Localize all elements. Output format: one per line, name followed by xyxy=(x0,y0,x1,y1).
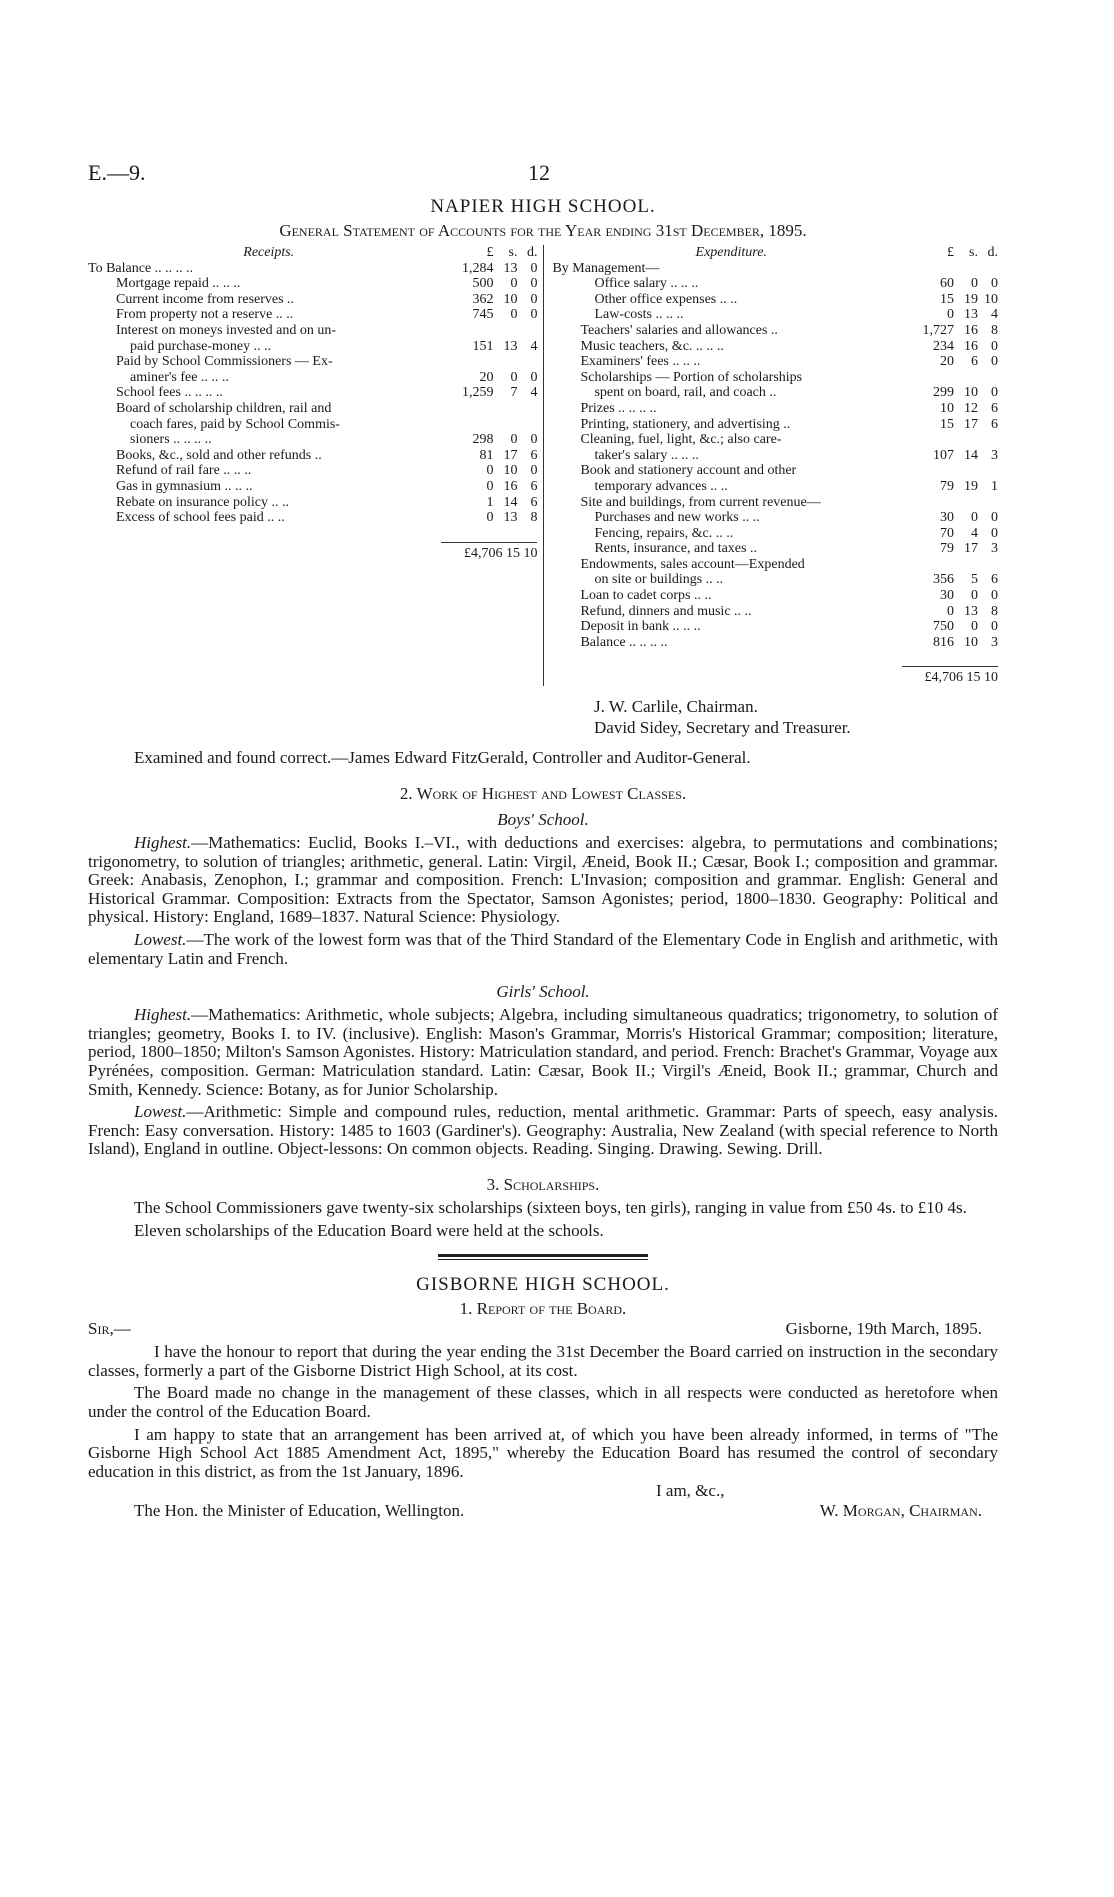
receipts-row-label: Board of scholarship children, rail and xyxy=(116,400,332,416)
boys-lowest-text: —The work of the lowest form was that of the Third Standard of the Elementary Code in English and arithmetic, with elementary Latin and French. xyxy=(88,930,998,968)
expenditure-row xyxy=(552,276,998,292)
expenditure-row-pence: 6 xyxy=(991,572,998,588)
scholarships-paragraph-1 xyxy=(88,1199,998,1218)
expenditure-row-pence: 3 xyxy=(991,447,998,463)
expenditure-row-pence: 0 xyxy=(991,619,998,635)
expenditure-row-pence: 6 xyxy=(991,416,998,432)
expenditure-row xyxy=(552,572,998,588)
receipts-row xyxy=(88,448,543,464)
document-reference: E.—9. xyxy=(88,160,146,185)
expenditure-row-label: Purchases and new works .. .. xyxy=(594,510,760,526)
dateline: Gisborne, 19th March, 1895. xyxy=(785,1319,982,1339)
expenditure-rows xyxy=(552,261,998,651)
receipts-row-pence: 6 xyxy=(530,478,538,494)
receipts-row-shillings: 10 xyxy=(503,291,518,307)
expenditure-row xyxy=(552,619,998,635)
expenditure-row xyxy=(552,339,998,355)
addressee: The Hon. the Minister of Education, Wellington. xyxy=(134,1501,465,1521)
receipts-row-pence: 6 xyxy=(530,494,538,510)
expenditure-row-pounds: 60 xyxy=(940,276,954,292)
receipts-row xyxy=(88,479,543,495)
expenditure-row xyxy=(552,510,998,526)
expenditure-row-label: Refund, dinners and music .. .. xyxy=(580,603,752,619)
expenditure-row xyxy=(552,292,998,308)
expenditure-row-label: Balance .. .. .. .. xyxy=(580,634,668,650)
expenditure-row-label: Book and stationery account and other xyxy=(580,463,797,479)
receipts-row xyxy=(88,354,543,370)
receipts-row-label: Books, &c., sold and other refunds .. xyxy=(116,447,322,463)
receipts-row-shillings: 13 xyxy=(503,510,518,526)
receipts-row-pence: 0 xyxy=(530,432,538,448)
gisborne-text-1: I have the honour to report that during the year ending the 31st December the Board carried on instruction in the secondary classes, formerly a part of the Gisborne District High School, at its cost. xyxy=(88,1342,998,1380)
gisborne-paragraph-2 xyxy=(88,1384,998,1421)
expenditure-row-shillings: 16 xyxy=(964,338,978,354)
receipts-row xyxy=(88,292,543,308)
expenditure-row-shillings: 0 xyxy=(971,588,978,604)
expenditure-row xyxy=(552,448,998,464)
expenditure-row-shillings: 10 xyxy=(964,385,978,401)
receipts-row-shillings: 13 xyxy=(503,260,518,276)
expenditure-row-pounds: 1,727 xyxy=(922,322,954,338)
expenditure-row-pounds: 0 xyxy=(947,603,954,619)
shillings-col-header: s. xyxy=(508,245,518,260)
expenditure-row-label: Examiners' fees .. .. .. xyxy=(580,354,701,370)
receipts-row xyxy=(88,432,543,448)
expenditure-row-pence: 8 xyxy=(991,322,998,338)
gisborne-text-2: The Board made no change in the management of these classes, which in all respects were conducted as heretofore when under the control of the Education Board. xyxy=(88,1383,998,1421)
receipts-row-pounds: 1,284 xyxy=(461,260,494,276)
expenditure-row xyxy=(552,463,998,479)
receipts-total: £4,706 15 10 xyxy=(441,542,537,562)
receipts-row-label: From property not a reserve .. .. xyxy=(116,307,294,323)
receipts-row-shillings: 10 xyxy=(503,463,518,479)
expenditure-row-label: Deposit in bank .. .. .. xyxy=(580,619,701,635)
work-section-title: 2. Work of Highest and Lowest Classes. xyxy=(399,784,687,804)
expenditure-row xyxy=(552,541,998,557)
scholarships-text-1: The School Commissioners gave twenty-six scholarships (sixteen boys, ten girls), ranging in value from £50 4s. to £10 4s. xyxy=(134,1197,967,1217)
expenditure-row-pence: 4 xyxy=(991,307,998,323)
expenditure-row-pounds: 234 xyxy=(933,338,954,354)
expenditure-row-label: Fencing, repairs, &c. .. .. xyxy=(594,525,734,541)
accounts-statement-heading: General Statement of Accounts for the Year ending 31st December, 1895. xyxy=(279,221,807,240)
boys-school-heading: Boys' School. xyxy=(497,810,589,830)
expenditure-row-shillings: 17 xyxy=(964,416,978,432)
pounds-col-header: £ xyxy=(947,245,954,260)
expenditure-row-shillings: 0 xyxy=(971,276,978,292)
expenditure-row-pence: 1 xyxy=(991,478,998,494)
expenditure-total: £4,706 15 10 xyxy=(902,666,998,686)
receipts-row-shillings: 0 xyxy=(510,432,518,448)
expenditure-row xyxy=(552,479,998,495)
expenditure-row-pence: 0 xyxy=(991,276,998,292)
salutation: Sir,— xyxy=(88,1319,131,1339)
page-number: 12 xyxy=(528,160,550,185)
receipts-row xyxy=(88,495,543,511)
expenditure-row-label: temporary advances .. .. xyxy=(594,478,728,494)
expenditure-row-label: Law-costs .. .. .. xyxy=(594,307,684,323)
boys-lowest-label: Lowest. xyxy=(134,930,187,949)
expenditure-row-pounds: 107 xyxy=(933,447,954,463)
girls-lowest-paragraph xyxy=(88,1103,998,1159)
expenditure-row-pence: 0 xyxy=(991,338,998,354)
signatures xyxy=(594,696,998,738)
document-page xyxy=(88,160,998,1521)
boys-lowest-paragraph xyxy=(88,931,998,968)
expenditure-row-label: Rents, insurance, and taxes .. xyxy=(594,541,757,557)
expenditure-row-pence: 10 xyxy=(984,291,998,307)
expenditure-row xyxy=(552,261,998,277)
auditor-statement: Examined and found correct.—James Edward FitzGerald, Controller and Auditor-General. xyxy=(134,748,751,768)
receipts-rows xyxy=(88,261,543,526)
expenditure-row-shillings: 5 xyxy=(971,572,978,588)
expenditure-row xyxy=(552,401,998,417)
expenditure-row-pounds: 30 xyxy=(940,588,954,604)
girls-school-heading: Girls' School. xyxy=(496,982,590,1002)
receipts-row-shillings: 0 xyxy=(510,307,518,323)
receipts-row xyxy=(88,417,543,433)
boys-highest-paragraph xyxy=(88,834,998,927)
receipts-row-pounds: 1 xyxy=(486,494,494,510)
expenditure-row-shillings: 13 xyxy=(964,603,978,619)
expenditure-row-label: Cleaning, fuel, light, &c.; also care- xyxy=(580,432,782,448)
receipts-row-shillings: 13 xyxy=(503,338,518,354)
gisborne-text-3: I am happy to state that an arrangement has been arrived at, of which you have been already informed, in terms of "The Gisborne High School Act 1885 Amendment Act, 1895," whereby the Education Board has resumed the control of secondary education in this district, as from the 1st January, 1896. xyxy=(88,1424,998,1481)
expenditure-row-shillings: 16 xyxy=(964,322,978,338)
receipts-heading: Receipts. xyxy=(243,245,295,260)
expenditure-row-pounds: 15 xyxy=(940,416,954,432)
expenditure-row xyxy=(552,588,998,604)
signer: W. Morgan, Chairman. xyxy=(819,1501,982,1521)
expenditure-column xyxy=(544,245,998,686)
expenditure-row xyxy=(552,385,998,401)
expenditure-row-shillings: 10 xyxy=(964,634,978,650)
page-header xyxy=(88,160,998,194)
boys-highest-label: Highest. xyxy=(134,833,192,853)
salutation-line xyxy=(88,1319,998,1339)
receipts-row-pence: 0 xyxy=(530,369,538,385)
expenditure-row-label: taker's salary .. .. .. xyxy=(594,447,699,463)
girls-highest-label: Highest. xyxy=(134,1005,192,1025)
expenditure-row-pounds: 10 xyxy=(940,400,954,416)
receipts-row-label: aminer's fee .. .. .. xyxy=(130,369,229,385)
receipts-row-shillings: 16 xyxy=(503,478,518,494)
receipts-row-pence: 0 xyxy=(530,291,538,307)
scholarships-title: 3. Scholarships. xyxy=(486,1174,600,1194)
receipts-row-label: Current income from reserves .. xyxy=(116,291,295,307)
expenditure-row-pounds: 299 xyxy=(933,385,954,401)
expenditure-row xyxy=(552,307,998,323)
receipts-row-pence: 0 xyxy=(530,276,538,292)
receipts-row-pounds: 151 xyxy=(472,338,494,354)
expenditure-row-pounds: 356 xyxy=(933,572,954,588)
expenditure-row xyxy=(552,526,998,542)
receipts-row-label: Paid by School Commissioners — Ex- xyxy=(116,354,333,370)
signature-secretary: David Sidey, Secretary and Treasurer. xyxy=(594,718,851,738)
closing: I am, &c., xyxy=(656,1481,725,1501)
expenditure-row-shillings: 19 xyxy=(964,291,978,307)
expenditure-row-label: Printing, stationery, and advertising .. xyxy=(580,416,791,432)
expenditure-row-label: spent on board, rail, and coach .. xyxy=(594,385,777,401)
expenditure-row-pence: 3 xyxy=(991,541,998,557)
receipts-row-pounds: 0 xyxy=(486,478,494,494)
receipts-row-pounds: 745 xyxy=(472,307,494,323)
expenditure-row-pounds: 15 xyxy=(940,291,954,307)
receipts-row-pounds: 1,259 xyxy=(461,385,494,401)
expenditure-row-label: Prizes .. .. .. .. xyxy=(580,400,657,416)
receipts-row xyxy=(88,385,543,401)
closing-line xyxy=(88,1481,998,1501)
receipts-row xyxy=(88,261,543,277)
expenditure-row xyxy=(552,604,998,620)
expenditure-row-pounds: 70 xyxy=(940,525,954,541)
receipts-row-pounds: 0 xyxy=(486,510,494,526)
expenditure-row-label: By Management— xyxy=(552,260,660,276)
gisborne-paragraph-3 xyxy=(88,1426,998,1482)
receipts-row xyxy=(88,339,543,355)
expenditure-row-label: Scholarships — Portion of scholarships xyxy=(580,369,803,385)
signature-chairman: J. W. Carlile, Chairman. xyxy=(594,697,758,717)
receipts-row-label: Interest on moneys invested and on un- xyxy=(116,322,337,338)
expenditure-row-pence: 0 xyxy=(991,525,998,541)
gisborne-title: GISBORNE HIGH SCHOOL. xyxy=(416,1274,670,1296)
receipts-row xyxy=(88,307,543,323)
expenditure-row-pounds: 79 xyxy=(940,541,954,557)
receipts-row-pounds: 20 xyxy=(479,369,494,385)
expenditure-row xyxy=(552,323,998,339)
expenditure-row-shillings: 0 xyxy=(971,619,978,635)
receipts-row xyxy=(88,401,543,417)
section-divider-thin xyxy=(438,1259,648,1260)
girls-highest-text: —Mathematics: Arithmetic, whole subjects; Algebra, including simultaneous quadratics; trigonometry, to solution of triangles; geometry, Books I. to IV. (inclusive). English: Mason's Grammar, Morris's Historical Grammar; composition; literature, period, 1800–1850; Milton's Samson Agonistes. History: Matriculation standard, and period. French: Brachet's Grammar, Voyage aux Pyrénées, composition. German: Matriculation standard. Latin: Cæsar, Book II.; Virgil's Æneid, Book II.; grammar, Church and Smith, Kennedy. Science: Botany, as for Junior Scholarship. xyxy=(88,1005,998,1099)
scholarships-paragraph-2 xyxy=(88,1222,998,1241)
receipts-row-pounds: 500 xyxy=(472,276,494,292)
receipts-row-pounds: 298 xyxy=(472,432,494,448)
receipts-row-label: Rebate on insurance policy .. .. xyxy=(116,494,290,510)
receipts-header xyxy=(88,245,543,261)
receipts-row-label: sioners .. .. .. .. xyxy=(130,432,212,448)
expenditure-heading: Expenditure. xyxy=(695,245,767,260)
expenditure-row-pence: 8 xyxy=(991,603,998,619)
expenditure-row xyxy=(552,557,998,573)
receipts-row-pence: 4 xyxy=(530,385,538,401)
pence-col-header: d. xyxy=(987,245,998,260)
receipts-row xyxy=(88,510,543,526)
expenditure-row-pounds: 0 xyxy=(947,307,954,323)
receipts-row-shillings: 14 xyxy=(503,494,518,510)
scholarships-text-2: Eleven scholarships of the Education Board were held at the schools. xyxy=(134,1220,604,1240)
girls-lowest-text: —Arithmetic: Simple and compound rules, reduction, mental arithmetic. Grammar: Parts of speech, easy analysis. French: Easy conversation. History: 1485 to 1603 (Gardiner's). Geography: Australia, New Zealand (with special reference to North Island), England in outline. Object-lessons: On common objects. Reading. Singing. Drawing. Sewing. Drill. xyxy=(88,1102,998,1159)
expenditure-row-label: on site or buildings .. .. xyxy=(594,572,724,588)
expenditure-row xyxy=(552,495,998,511)
expenditure-row-pence: 0 xyxy=(991,510,998,526)
expenditure-row-pounds: 750 xyxy=(933,619,954,635)
gisborne-paragraph-1 xyxy=(88,1343,998,1380)
receipts-row-pence: 0 xyxy=(530,307,538,323)
expenditure-row-shillings: 19 xyxy=(964,478,978,494)
receipts-row-pence: 4 xyxy=(530,338,538,354)
expenditure-row-pence: 3 xyxy=(991,634,998,650)
receipts-row-label: paid purchase-money .. .. xyxy=(130,338,272,354)
expenditure-row-pence: 0 xyxy=(991,588,998,604)
expenditure-row-pounds: 79 xyxy=(940,478,954,494)
expenditure-row-pounds: 30 xyxy=(940,510,954,526)
expenditure-row-label: Music teachers, &c. .. .. .. xyxy=(580,338,724,354)
expenditure-row-shillings: 12 xyxy=(964,400,978,416)
expenditure-row-pounds: 20 xyxy=(940,354,954,370)
napier-title: NAPIER HIGH SCHOOL. xyxy=(430,196,656,217)
expenditure-row xyxy=(552,635,998,651)
expenditure-row xyxy=(552,370,998,386)
receipts-row-pence: 0 xyxy=(530,260,538,276)
expenditure-row-pence: 6 xyxy=(991,400,998,416)
expenditure-row-label: Endowments, sales account—Expended xyxy=(580,556,805,572)
receipts-row-label: Mortgage repaid .. .. .. xyxy=(116,276,241,292)
receipts-row xyxy=(88,370,543,386)
receipts-row-label: coach fares, paid by School Commis- xyxy=(130,416,340,432)
receipts-column xyxy=(88,245,544,686)
expenditure-row-label: Site and buildings, from current revenue— xyxy=(580,494,821,510)
boys-highest-text: —Mathematics: Euclid, Books I.–VI., with deductions and exercises: algebra, to permutations and combinations; trigonometry, to solution of triangles; arithmetic, general. Latin: Virgil, Æneid, Book II.; Cæsar, Book I.; composition and grammar. Greek: Anabasis, Zenophon, I.; grammar and composition. French: L'Invasion; composition and grammar. English: General and Historical Grammar. Composition: Extracts from the Spectator, Samson Agonistes; period, 1800–1830. Geography: Political and physical. History: England, 1689–1837. Natural Science: Physiology. xyxy=(88,833,998,927)
receipts-row-label: Gas in gymnasium .. .. .. xyxy=(116,478,253,494)
expenditure-row-label: Teachers' salaries and allowances .. xyxy=(580,322,778,338)
pence-col-header: d. xyxy=(526,245,538,260)
receipts-row xyxy=(88,323,543,339)
girls-lowest-label: Lowest. xyxy=(134,1102,187,1122)
expenditure-row-pounds: 816 xyxy=(933,634,954,650)
expenditure-row xyxy=(552,417,998,433)
receipts-row-shillings: 0 xyxy=(510,276,518,292)
receipts-row-shillings: 17 xyxy=(503,447,518,463)
receipts-row-label: To Balance .. .. .. .. xyxy=(88,260,194,276)
receipts-row-pounds: 81 xyxy=(479,447,494,463)
receipts-row-shillings: 0 xyxy=(510,369,518,385)
receipts-row-pence: 6 xyxy=(530,447,538,463)
receipts-row-label: Refund of rail fare .. .. .. xyxy=(116,463,252,479)
receipts-row-pounds: 0 xyxy=(486,463,494,479)
receipts-row-shillings: 7 xyxy=(510,385,518,401)
addressee-line xyxy=(88,1501,998,1521)
expenditure-row xyxy=(552,354,998,370)
report-title: 1. Report of the Board. xyxy=(459,1299,627,1319)
expenditure-row xyxy=(552,432,998,448)
expenditure-row-label: Other office expenses .. .. xyxy=(594,291,738,307)
expenditure-row-shillings: 17 xyxy=(964,541,978,557)
receipts-row-pence: 0 xyxy=(530,463,538,479)
expenditure-row-shillings: 6 xyxy=(971,354,978,370)
expenditure-row-pence: 0 xyxy=(991,354,998,370)
expenditure-row-shillings: 0 xyxy=(971,510,978,526)
receipts-row xyxy=(88,463,543,479)
shillings-col-header: s. xyxy=(969,245,978,260)
expenditure-row-shillings: 14 xyxy=(964,447,978,463)
receipts-row-pence: 8 xyxy=(530,510,538,526)
expenditure-header xyxy=(552,245,998,261)
receipts-row-label: School fees .. .. .. .. xyxy=(116,385,223,401)
expenditure-row-label: Loan to cadet corps .. .. xyxy=(580,588,712,604)
expenditure-row-pence: 0 xyxy=(991,385,998,401)
girls-highest-paragraph xyxy=(88,1006,998,1099)
expenditure-row-label: Office salary .. .. .. xyxy=(594,276,699,292)
receipts-row xyxy=(88,276,543,292)
accounts-table xyxy=(88,245,998,686)
receipts-row-label: Excess of school fees paid .. .. xyxy=(116,510,285,526)
pounds-col-header: £ xyxy=(486,245,494,260)
receipts-row-pounds: 362 xyxy=(472,291,494,307)
section-divider xyxy=(438,1254,648,1257)
expenditure-row-shillings: 4 xyxy=(971,525,978,541)
expenditure-row-shillings: 13 xyxy=(964,307,978,323)
